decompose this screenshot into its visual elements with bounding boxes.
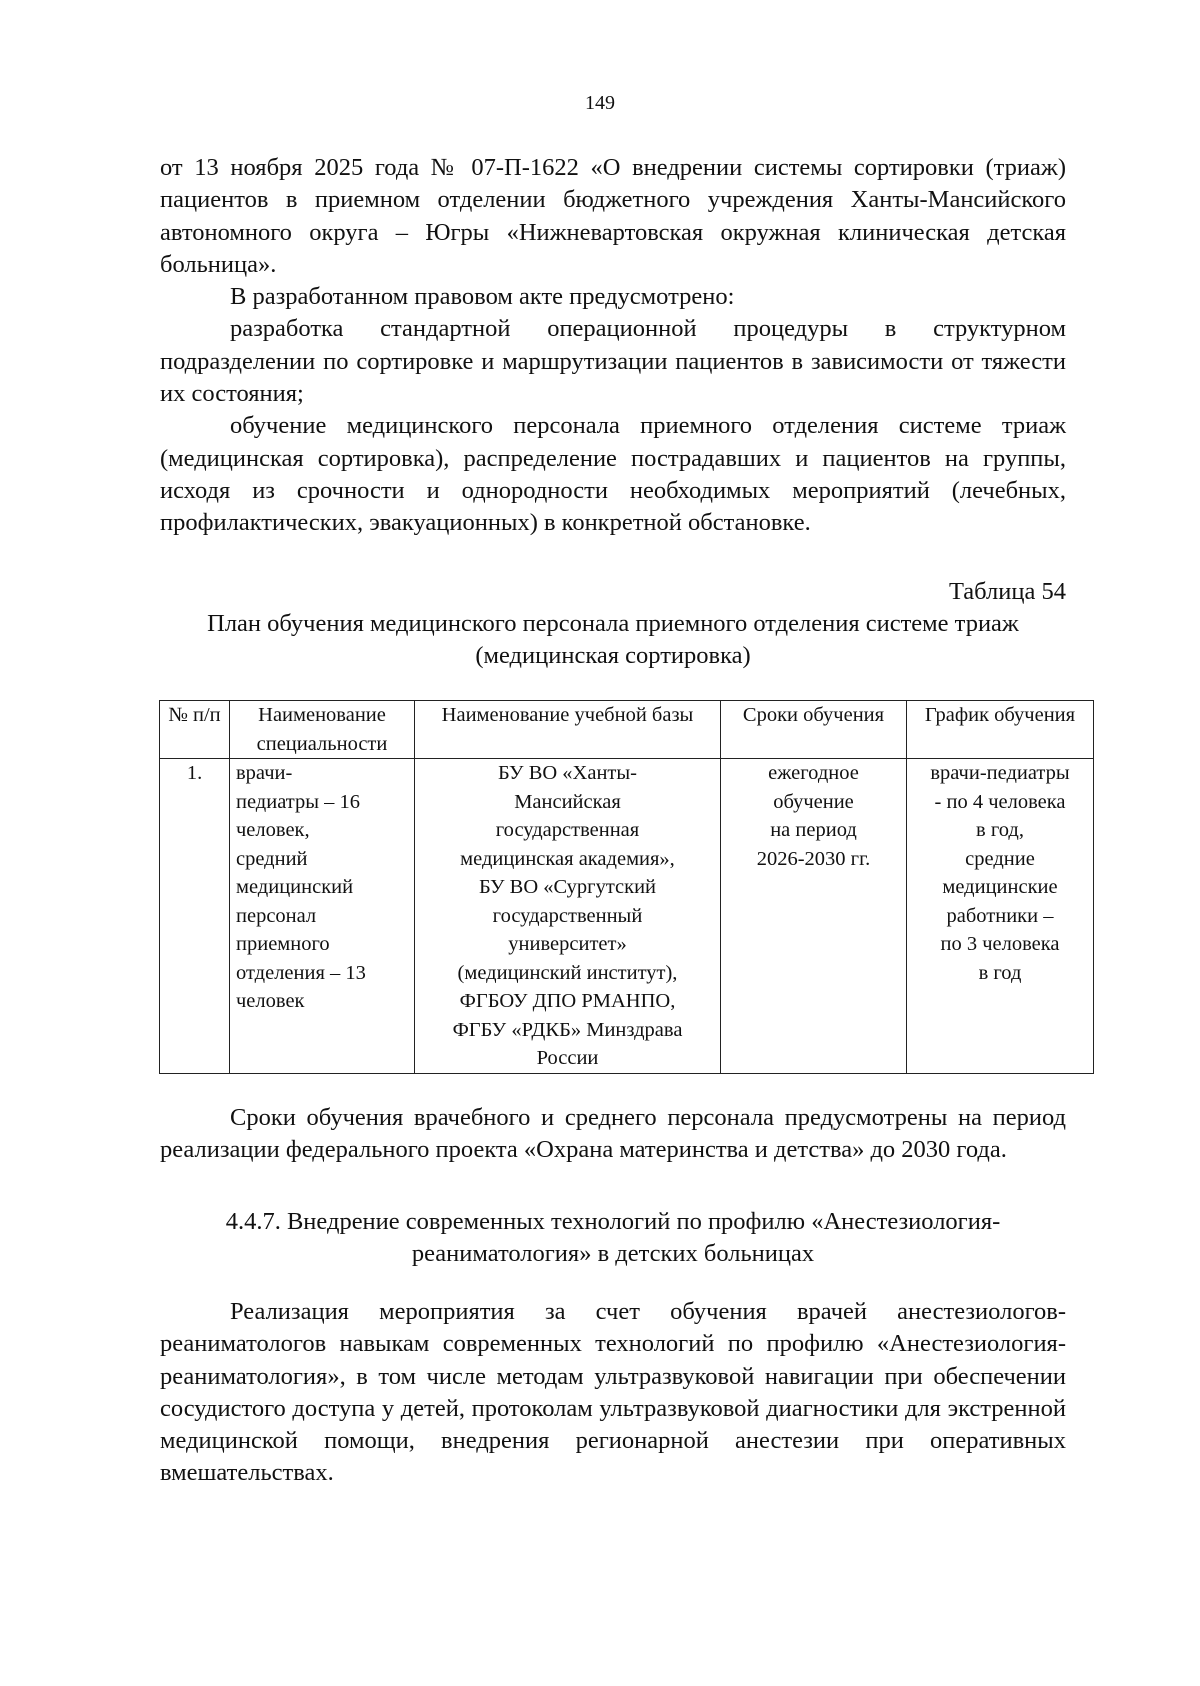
base-line: медицинская академия»,	[460, 847, 675, 870]
section-paragraph: Реализация мероприятия за счет обучения врачей анестезиологов-реаниматологов навыкам современных технологий по профилю «Анестезиология-реаниматология», в том числе методам ультразвуковой навигации при обеспечении сосудистого доступа у детей, протоколам ультразвуковой диагностики для экстренной медицинской помощи, внедрения регионарной анестезии при оперативных вмешательствах.	[160, 1298, 1066, 1487]
after-table-text	[160, 1102, 1066, 1167]
base-line: России	[536, 1047, 599, 1069]
cell-specialty	[230, 759, 415, 1074]
schedule-line: медицинские	[942, 876, 1058, 898]
term-line: 2026-2030 гг.	[756, 847, 871, 870]
cell-base	[415, 759, 721, 1074]
header-base: Наименование учебной базы	[415, 701, 721, 759]
term-line: обучение	[773, 790, 854, 813]
base-line: БУ ВО «Ханты-	[498, 762, 637, 784]
table-label: Таблица 54	[948, 578, 1066, 605]
intro-text	[160, 152, 1066, 540]
cell-schedule	[907, 759, 1094, 1074]
base-line: государственная	[495, 819, 640, 841]
base-line: ФГБОУ ДПО РМАНПО,	[459, 990, 676, 1012]
section-text	[160, 1296, 1066, 1490]
specialty-line: медицинский	[236, 876, 354, 898]
base-line: государственный	[492, 904, 643, 927]
specialty-line: человек	[236, 990, 305, 1012]
schedule-line: в год	[978, 961, 1022, 984]
intro-paragraph-2: В разработанном правовом акте предусмотрено:	[230, 283, 735, 311]
term-line: на период	[770, 819, 857, 841]
training-plan-table	[159, 700, 1094, 1074]
specialty-line: врачи-	[236, 762, 293, 784]
cell-term	[721, 759, 907, 1074]
schedule-line: в год,	[976, 819, 1024, 841]
intro-paragraph-1: от 13 ноября 2025 года № 07-П-1622 «О внедрении системы сортировки (триаж) пациентов в приемном отделении бюджетного учреждения Ханты-Мансийского автономного округа – Югры «Нижневартовская окружная клиническая детская больница».	[160, 154, 1066, 278]
specialty-line: педиатры – 16	[236, 790, 361, 813]
schedule-line: по 3 человека	[940, 933, 1060, 955]
header-specialty: Наименование специальности	[230, 701, 415, 759]
specialty-line: приемного	[236, 933, 330, 955]
intro-paragraph-3: разработка стандартной операционной процедуры в структурном подразделении по сортировке и маршрутизации пациентов в зависимости от тяжести их состояния;	[160, 315, 1066, 408]
schedule-line: средние	[965, 847, 1035, 870]
table-header-row	[160, 701, 1094, 759]
section-heading: 4.4.7. Внедрение современных технологий по профилю «Анестезиология-реаниматология» в детских больницах	[225, 1208, 1001, 1267]
specialty-line: средний	[236, 847, 308, 870]
term-line: ежегодное	[768, 762, 859, 784]
base-line: БУ ВО «Сургутский	[478, 876, 657, 898]
table-title: План обучения медицинского персонала приемного отделения системе триаж (медицинская сортировка)	[207, 610, 1019, 669]
base-line: (медицинский институт),	[457, 961, 678, 984]
specialty-line: отделения – 13	[236, 961, 366, 984]
specialty-line: персонал	[236, 904, 317, 927]
schedule-line: - по 4 человека	[934, 790, 1066, 813]
base-line: ФГБУ «РДКБ» Минздрава	[452, 1018, 683, 1041]
page-number: 149	[585, 92, 615, 114]
intro-paragraph-4: обучение медицинского персонала приемного отделения системе триаж (медицинская сортировка), распределение пострадавших и пациентов на группы, исходя из срочности и однородности необходимых мероприятий (лечебных, профилактических, эвакуационных) в конкретной обстановке.	[160, 412, 1066, 537]
schedule-line: врачи-педиатры	[930, 762, 1070, 784]
after-table-paragraph: Сроки обучения врачебного и среднего персонала предусмотрены на период реализации федерального проекта «Охрана материнства и детства» до 2030 года.	[160, 1104, 1066, 1164]
specialty-line: человек,	[236, 819, 310, 841]
header-number: № п/п	[160, 701, 230, 759]
table-row	[160, 759, 1094, 1074]
cell-number: 1.	[160, 759, 230, 1074]
header-schedule: График обучения	[907, 701, 1094, 759]
base-line: университет»	[508, 933, 627, 955]
schedule-line: работники –	[946, 904, 1054, 927]
header-term: Сроки обучения	[721, 701, 907, 759]
base-line: Мансийская	[514, 790, 621, 813]
